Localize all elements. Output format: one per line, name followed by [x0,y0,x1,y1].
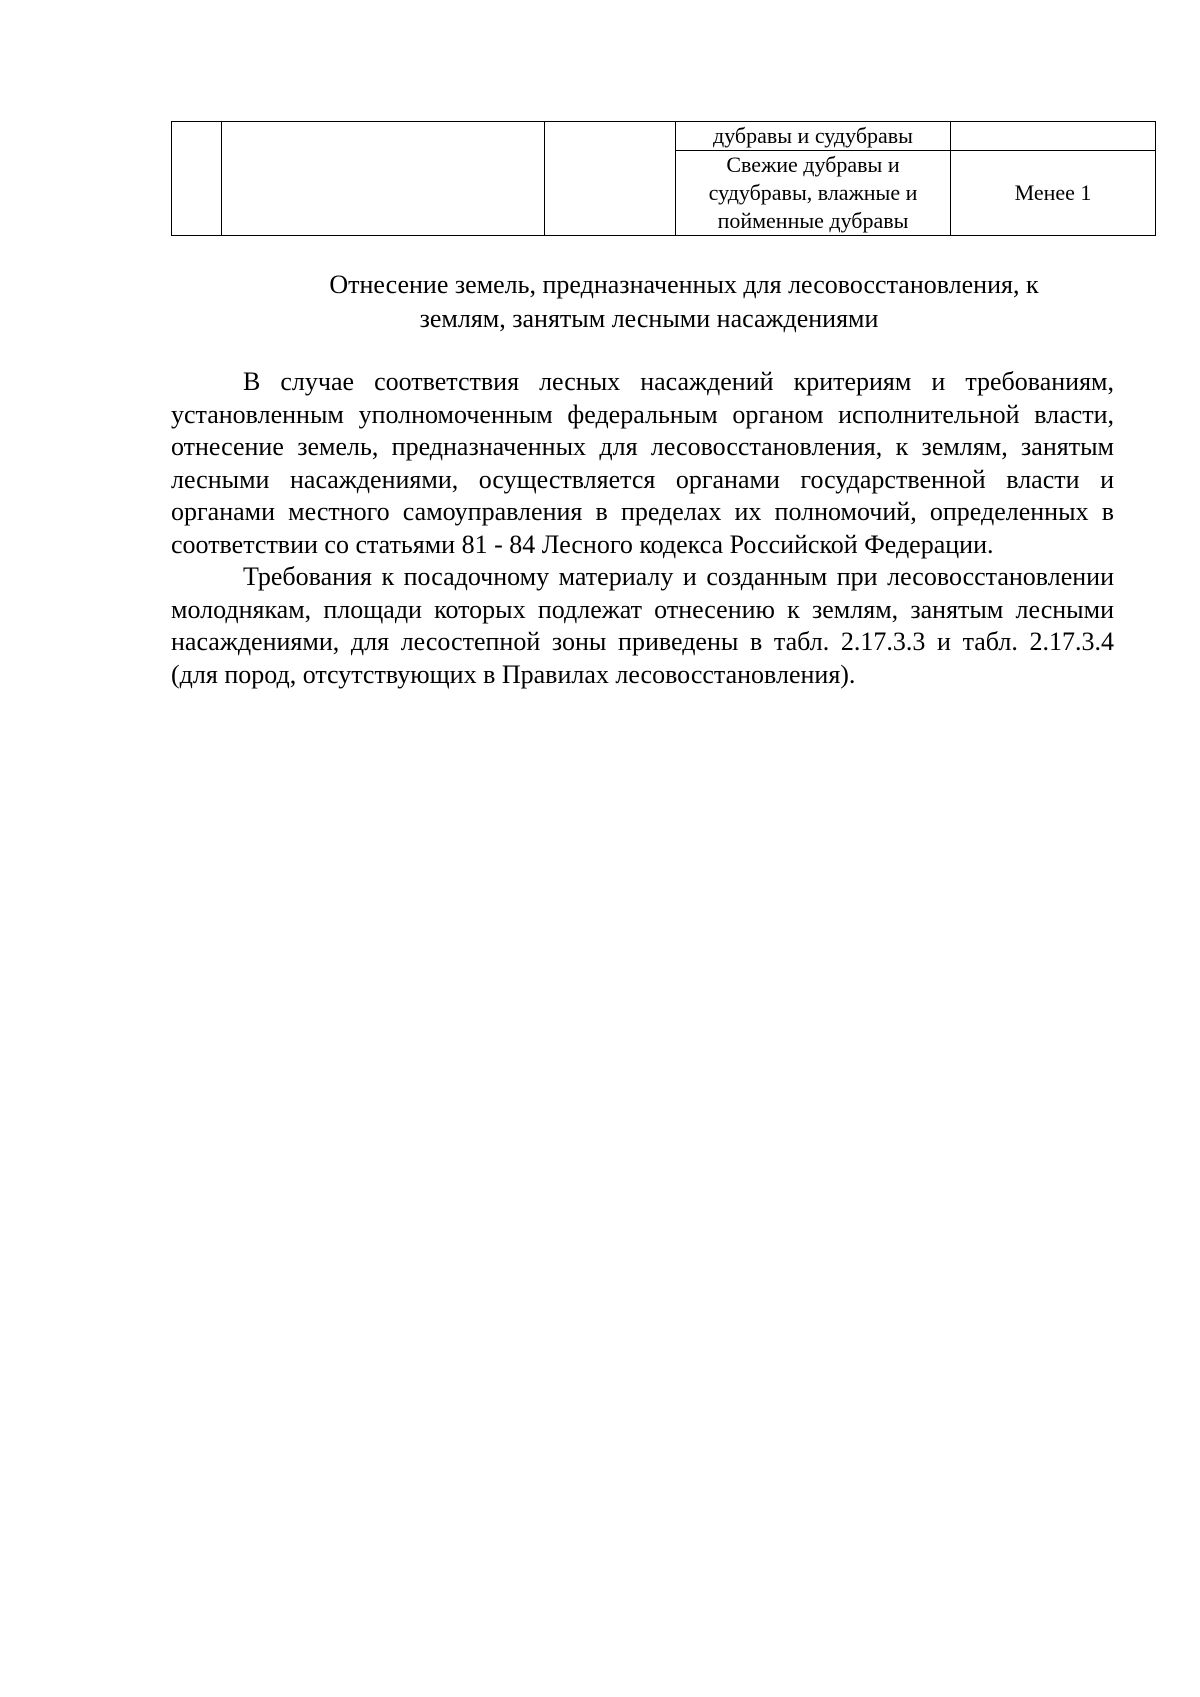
continuation-table [171,121,1156,236]
table-cell-empty-2 [222,122,545,236]
section-heading-line: Отнесение земель, предназначенных для лесовосстановления, к [329,270,1039,299]
paragraph: В случае соответствия лесных насаждений критериям и требованиям, установленным уполномоченным федеральным органом исполнительной власти, отнесение земель, предназначенных для лесовосстановления, к землям, занятым лесными насаждениями, осуществляется органами государственной власти и органами местного самоуправления в пределах их полномочий, определенных в соответствии со статьями 81 - 84 Лесного кодекса Российской Федерации. [171,367,1114,559]
body-text [171,366,1114,691]
table-cell-empty-3 [545,122,676,236]
paragraph: Требования к посадочному материалу и созданным при лесовосстановлении молоднякам, площади которых подлежат отнесению к землям, занятым лесными насаждениями, для лесостепной зоны приведены в табл. 2.17.3.3 и табл. 2.17.3.4 (для пород, отсутствующих в Правилах лесовосстановления). [171,562,1114,689]
table-cell-species: Свежие дубравы и судубравы, влажные и пойменные дубравы [676,151,951,236]
table-cell-empty-1 [172,122,222,236]
section-heading-line: землям, занятым лесными насаждениями [419,304,879,333]
section-heading [171,268,1147,336]
table-cell-value: Менее 1 [951,151,1156,236]
table-cell-species: дубравы и судубравы [676,122,951,151]
table-row [172,122,1156,151]
table-cell-value [951,122,1156,151]
